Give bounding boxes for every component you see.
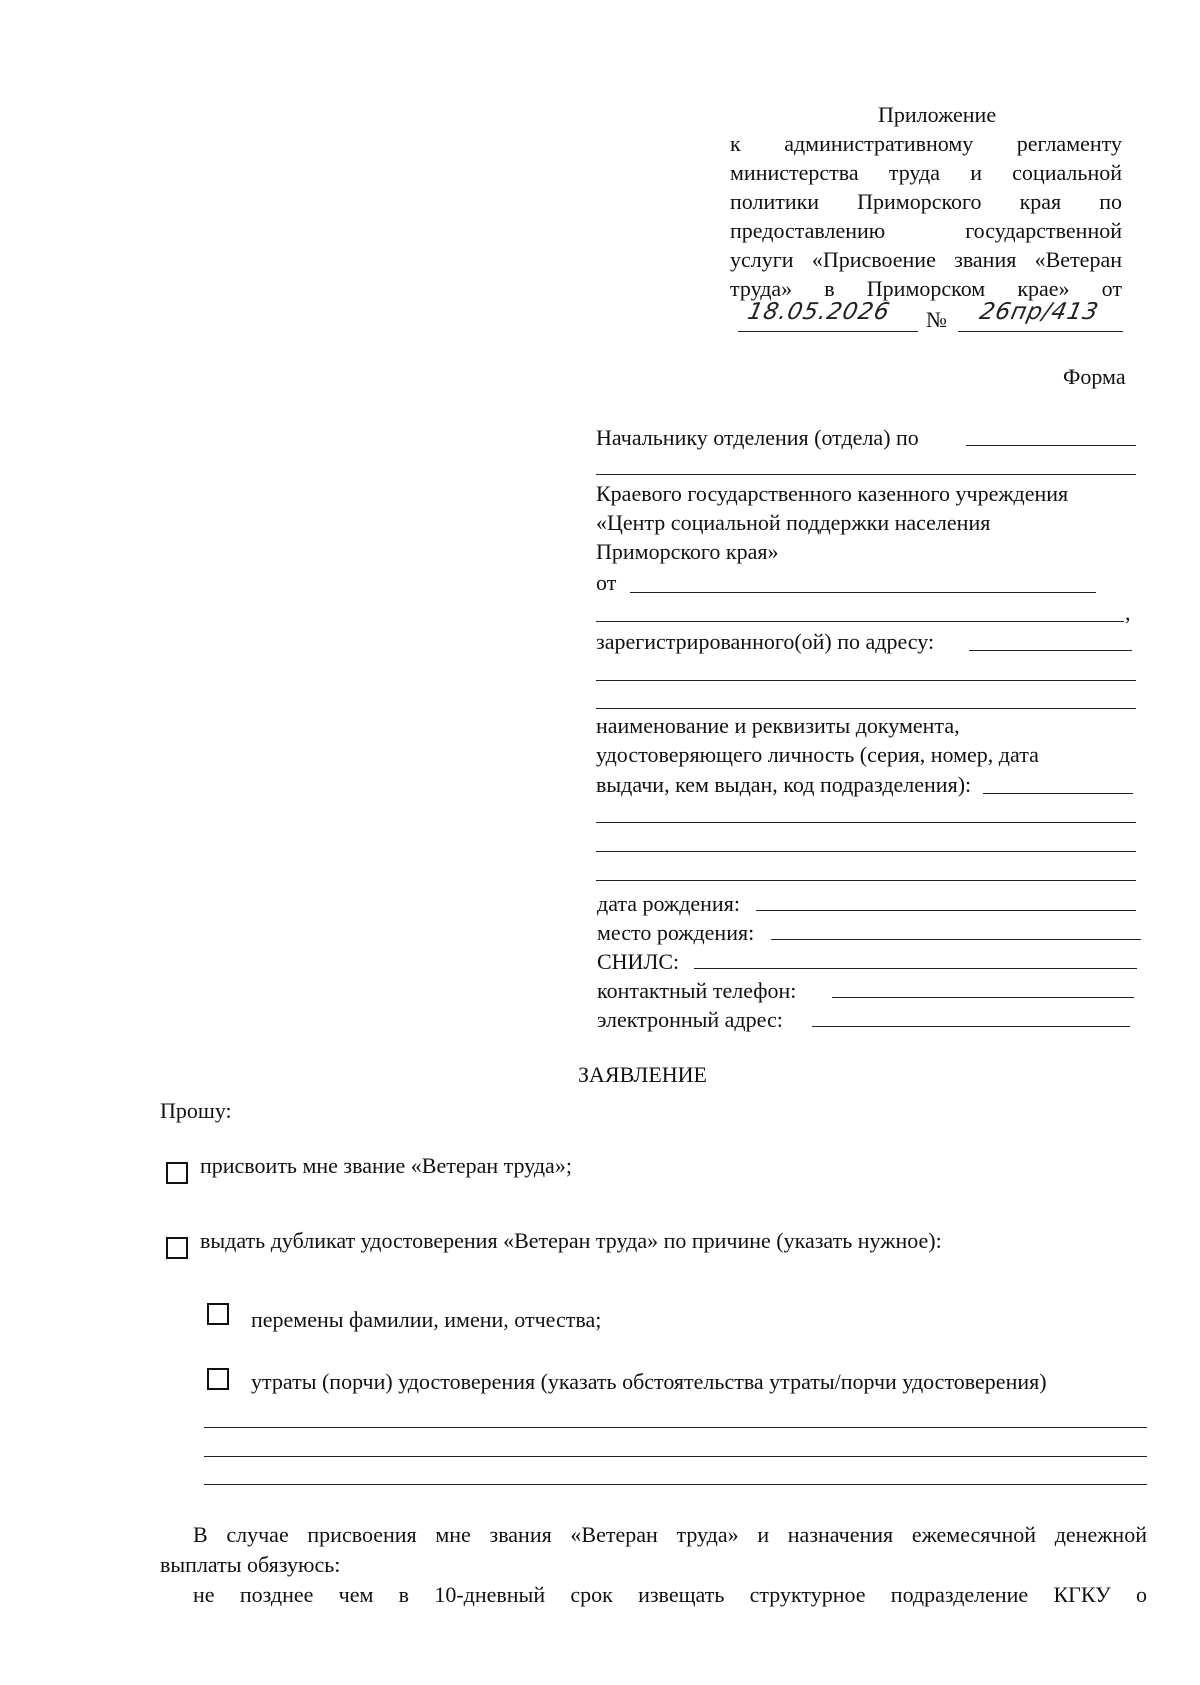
appendix-word: социальной: [1012, 160, 1122, 185]
loss-label: утраты (порчи) удостоверения (указать обстоятельства утраты/порчи удостоверения): [251, 1369, 1047, 1394]
to-head-label: Начальнику отделения (отдела) по: [596, 425, 919, 450]
order-number-line: [958, 299, 1123, 332]
registered-label: зарегистрированного(ой) по адресу:: [596, 629, 935, 654]
id-doc-line-a: [983, 793, 1133, 794]
appendix-word: и: [970, 160, 982, 185]
paragraph-word: срок: [570, 1582, 613, 1607]
paragraph-word: присвоения: [307, 1522, 417, 1547]
duplicate-checkbox[interactable]: [166, 1237, 188, 1259]
institution-line-2: «Центр социальной поддержки населения: [596, 510, 991, 535]
paragraph-word: В: [193, 1522, 208, 1547]
birth-place-line: [771, 939, 1141, 940]
appendix-title: Приложение: [878, 102, 997, 127]
appendix-word: края: [1019, 189, 1062, 214]
phone-line: [832, 997, 1134, 998]
phone-label: контактный телефон:: [597, 978, 797, 1003]
paragraph-word: ежемесячной: [911, 1522, 1037, 1547]
paragraph-word: о: [1135, 1582, 1147, 1607]
department-line: [596, 474, 1136, 475]
paragraph-word: КГКУ: [1053, 1582, 1111, 1607]
loss-details-line-3: [204, 1484, 1147, 1485]
appendix-word: «Ветеран: [1034, 247, 1122, 272]
snils-label: СНИЛС:: [597, 949, 680, 974]
paragraph-word: в: [398, 1582, 410, 1607]
order-date-line: [738, 299, 918, 332]
appendix-line: [730, 245, 1122, 274]
institution-line-1: Краевого государственного казенного учреждения: [596, 481, 1069, 506]
paragraph-word: подразделение: [890, 1582, 1029, 1607]
paragraph-word: 10-дневный: [434, 1582, 546, 1607]
form-label: Форма: [1063, 364, 1126, 389]
appendix-word: государственной: [965, 218, 1122, 243]
id-doc-line-c: [596, 851, 1136, 852]
paragraph-word: случае: [226, 1522, 289, 1547]
appendix-word: крае»: [1017, 276, 1070, 301]
loss-checkbox[interactable]: [207, 1368, 229, 1390]
registered-line-2: [596, 680, 1136, 681]
paragraph-word: позднее: [239, 1582, 314, 1607]
number-sign: №: [926, 307, 947, 332]
notify-paragraph-line-1: [193, 1580, 1147, 1609]
appendix-word: Приморского: [857, 189, 982, 214]
from-label: от: [596, 570, 617, 595]
paragraph-word: извещать: [638, 1582, 725, 1607]
registered-line-3: [596, 708, 1136, 709]
appendix-word: труда: [888, 160, 940, 185]
id-doc-line-1: наименование и реквизиты документа,: [596, 713, 960, 738]
paragraph-word: не: [193, 1582, 215, 1607]
appendix-word: Приморском: [866, 276, 986, 301]
birth-place-label: место рождения:: [597, 920, 755, 945]
email-line: [812, 1026, 1130, 1027]
appendix-word: звания: [954, 247, 1017, 272]
id-doc-line-d: [596, 880, 1136, 881]
loss-details-line-2: [204, 1456, 1147, 1457]
paragraph-word: мне: [435, 1522, 471, 1547]
snils-line: [694, 968, 1137, 969]
paragraph-word: звания: [489, 1522, 552, 1547]
paragraph-word: денежной: [1054, 1522, 1147, 1547]
appendix-word: министерства: [730, 160, 859, 185]
email-label: электронный адрес:: [597, 1007, 783, 1032]
paragraph-word: труда»: [676, 1522, 739, 1547]
assign-title-checkbox[interactable]: [166, 1162, 188, 1184]
paragraph-word: чем: [338, 1582, 374, 1607]
appendix-word: услуги: [730, 247, 794, 272]
appendix-word: от: [1101, 276, 1122, 301]
paragraph-word: структурное: [749, 1582, 866, 1607]
appendix-word: предоставлению: [730, 218, 886, 243]
institution-line-3: Приморского края»: [596, 539, 779, 564]
appendix-line: [730, 216, 1122, 245]
appendix-word: к: [730, 131, 741, 156]
from-comma: ,: [1125, 600, 1131, 625]
appendix-text: [730, 129, 1122, 303]
id-doc-line-2: удостоверяющего личность (серия, номер, дата: [596, 742, 1039, 767]
order-date-handwritten: 18.05.2026: [745, 299, 893, 325]
id-doc-line-b: [596, 822, 1136, 823]
paragraph-word: и: [757, 1522, 770, 1547]
appendix-word: по: [1099, 189, 1122, 214]
registered-line-1: [969, 650, 1132, 651]
request-label: Прошу:: [160, 1098, 232, 1123]
appendix-word: политики: [730, 189, 820, 214]
duplicate-label: выдать дубликат удостоверения «Ветеран труда» по причине (указать нужное):: [200, 1228, 942, 1253]
order-number-handwritten: 26пр/413: [977, 299, 1102, 325]
name-change-label: перемены фамилии, имени, отчества;: [251, 1307, 602, 1332]
statement-title: ЗАЯВЛЕНИЕ: [578, 1062, 707, 1087]
appendix-word: труда»: [730, 276, 793, 301]
appendix-word: регламенту: [1016, 131, 1122, 156]
appendix-word: административному: [784, 131, 974, 156]
to-head-line: [966, 445, 1136, 446]
appendix-line: [730, 129, 1122, 158]
obligation-paragraph-line-1: [193, 1520, 1147, 1549]
paragraph-word: назначения: [787, 1522, 894, 1547]
name-change-checkbox[interactable]: [207, 1303, 229, 1325]
birth-date-line: [756, 910, 1136, 911]
from-line-2: [596, 621, 1124, 622]
appendix-word: в: [824, 276, 835, 301]
obligation-paragraph-line-2: выплаты обязуюсь:: [160, 1552, 341, 1577]
appendix-word: «Присвоение: [811, 247, 936, 272]
appendix-line: [730, 187, 1122, 216]
paragraph-word: «Ветеран: [570, 1522, 658, 1547]
birth-date-label: дата рождения:: [597, 891, 740, 916]
from-line-1: [630, 592, 1096, 593]
appendix-line: [730, 158, 1122, 187]
loss-details-line-1: [204, 1427, 1147, 1428]
assign-title-label: присвоить мне звание «Ветеран труда»;: [200, 1153, 572, 1178]
id-doc-line-3: выдачи, кем выдан, код подразделения):: [596, 772, 972, 797]
